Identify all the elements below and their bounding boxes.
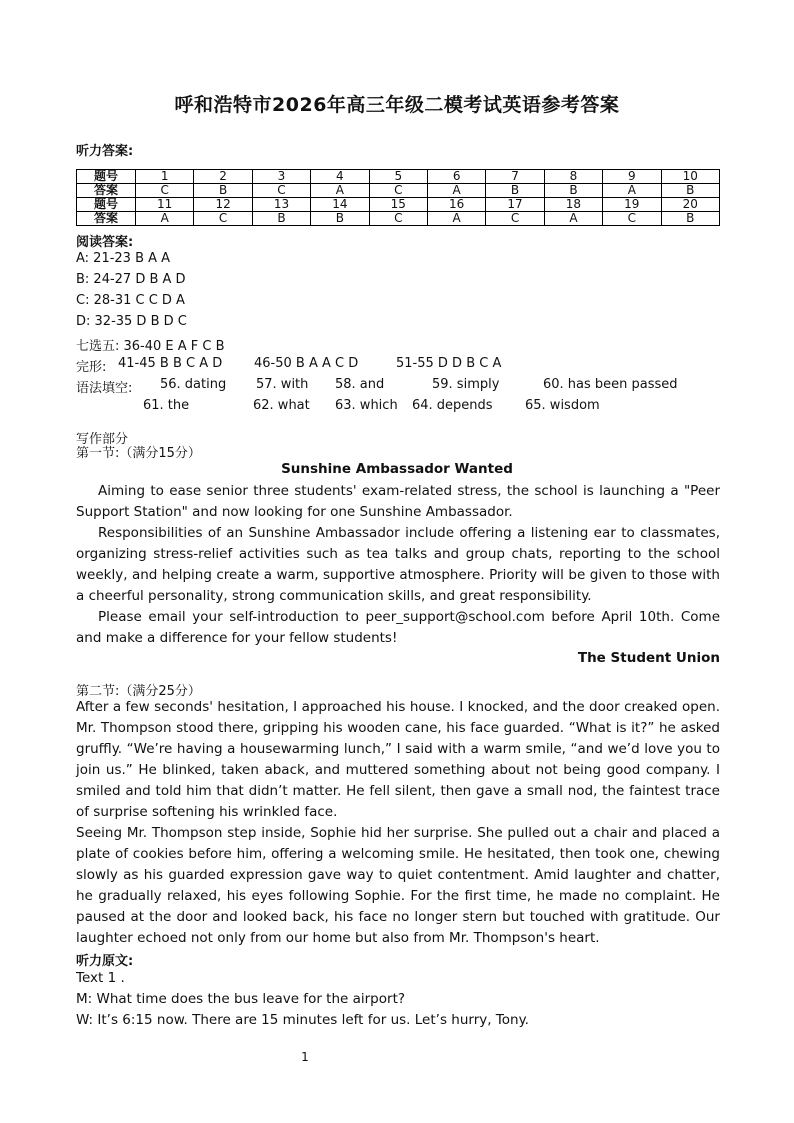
table-cell: C bbox=[252, 184, 310, 198]
grammar-answer: 64. depends bbox=[412, 398, 493, 413]
table-cell: 18 bbox=[544, 198, 602, 212]
table-header-cell: 题号 bbox=[77, 198, 136, 212]
cloze-answers: 41-45 B B C A D bbox=[118, 356, 223, 371]
table-cell: 19 bbox=[603, 198, 661, 212]
table-cell: 11 bbox=[136, 198, 194, 212]
grammar-answer: 58. and bbox=[335, 377, 385, 392]
grammar-fill-label: 语法填空: bbox=[76, 381, 133, 396]
table-cell: C bbox=[486, 212, 544, 226]
essay-paragraph: Please email your self-introduction to peer_support@school.com before April 10th. Come and make a difference for your fellow students! bbox=[76, 609, 720, 646]
table-cell: B bbox=[194, 184, 252, 198]
table-cell: 8 bbox=[544, 170, 602, 184]
reading-answer-line: A: 21-23 B A A bbox=[76, 251, 171, 266]
table-cell: 3 bbox=[252, 170, 310, 184]
grammar-answer: 56. dating bbox=[160, 377, 227, 392]
story-paragraph: After a few seconds' hesitation, I approached his house. I knocked, and the door creaked open. Mr. Thompson stood there, gripping his wooden cane, his face guarded. “What is it?” he asked gruffly. “We’re having a housewarming lunch,” I said with a warm smile, “and we’d love you to join us.” He blinked, taken aback, and muttered something about not being good company. I smiled and told him that didn’t matter. He fell silent, then gave a small nod, the faintest trace of surprise softening his wrinkled face. bbox=[76, 699, 720, 820]
table-cell: 10 bbox=[661, 170, 719, 184]
grammar-answer: 59. simply bbox=[432, 377, 500, 392]
reading-answer-line: C: 28-31 C C D A bbox=[76, 293, 185, 308]
table-cell: A bbox=[136, 212, 194, 226]
reading-answers-label: 阅读答案: bbox=[76, 235, 134, 250]
table-header-cell: 答案 bbox=[77, 212, 136, 226]
table-row bbox=[77, 184, 720, 198]
table-cell: B bbox=[544, 184, 602, 198]
essay-paragraph: Aiming to ease senior three students' exam-related stress, the school is launching a "Peer Support Station" and now looking for one Sunshine Ambassador. bbox=[76, 483, 720, 520]
section-two-label: 第二节:（满分25分） bbox=[76, 684, 201, 699]
table-cell: 13 bbox=[252, 198, 310, 212]
script-line: W: It’s 6:15 now. There are 15 minutes left for us. Let’s hurry, Tony. bbox=[76, 1012, 529, 1028]
listening-answer-table bbox=[76, 169, 720, 226]
table-cell: C bbox=[194, 212, 252, 226]
table-cell: C bbox=[369, 212, 427, 226]
table-cell: B bbox=[661, 212, 719, 226]
table-header-cell: 答案 bbox=[77, 184, 136, 198]
grammar-answer: 61. the bbox=[143, 398, 190, 413]
cloze-answers: 46-50 B A A C D bbox=[254, 356, 359, 371]
table-cell: 17 bbox=[486, 198, 544, 212]
table-cell: B bbox=[252, 212, 310, 226]
table-cell: 4 bbox=[311, 170, 369, 184]
table-cell: C bbox=[136, 184, 194, 198]
table-cell: A bbox=[311, 184, 369, 198]
grammar-answer: 60. has been passed bbox=[543, 377, 678, 392]
table-cell: 14 bbox=[311, 198, 369, 212]
table-row bbox=[77, 170, 720, 184]
table-cell: 15 bbox=[369, 198, 427, 212]
table-cell: C bbox=[369, 184, 427, 198]
reading-answer-line: B: 24-27 D B A D bbox=[76, 272, 186, 287]
listening-answers-label: 听力答案: bbox=[76, 144, 134, 159]
table-cell: A bbox=[427, 184, 485, 198]
table-cell: 7 bbox=[486, 170, 544, 184]
grammar-answer: 63. which bbox=[335, 398, 398, 413]
table-cell: 1 bbox=[136, 170, 194, 184]
table-cell: A bbox=[544, 212, 602, 226]
script-line: M: What time does the bus leave for the airport? bbox=[76, 991, 406, 1007]
table-cell: B bbox=[661, 184, 719, 198]
cloze-label: 完形: bbox=[76, 360, 107, 375]
table-header-cell: 题号 bbox=[77, 170, 136, 184]
page-number: 1 bbox=[301, 1050, 309, 1064]
reading-answer-line: D: 32-35 D B D C bbox=[76, 314, 187, 329]
table-cell: B bbox=[311, 212, 369, 226]
table-cell: 9 bbox=[603, 170, 661, 184]
table-cell: 2 bbox=[194, 170, 252, 184]
table-cell: A bbox=[603, 184, 661, 198]
table-cell: 12 bbox=[194, 198, 252, 212]
table-row bbox=[77, 198, 720, 212]
table-cell: 16 bbox=[427, 198, 485, 212]
script-line: Text 1 . bbox=[76, 970, 125, 986]
page-title: 呼和浩特市2026年高三年级二模考试英语参考答案 bbox=[174, 94, 620, 116]
table-cell: 20 bbox=[661, 198, 719, 212]
grammar-answer: 57. with bbox=[256, 377, 309, 392]
table-row bbox=[77, 212, 720, 226]
section-one-label: 第一节:（满分15分） bbox=[76, 446, 201, 461]
table-cell: C bbox=[603, 212, 661, 226]
essay-paragraph: Responsibilities of an Sunshine Ambassador include offering a listening ear to classmates, organizing stress-relief activities such as tea talks and group chats, reporting to the school weekly, and helping create a warm, supportive atmosphere. Priority will be given to those with a cheerful personality, strong communication skills, and great responsibility. bbox=[76, 525, 720, 604]
essay-title: Sunshine Ambassador Wanted bbox=[281, 461, 513, 477]
table-cell: 5 bbox=[369, 170, 427, 184]
cloze-answers: 51-55 D D B C A bbox=[396, 356, 502, 371]
story-paragraph: Seeing Mr. Thompson step inside, Sophie hid her surprise. She pulled out a chair and placed a plate of cookies before him, offering a welcoming smile. He hesitated, then took one, chewing slowly as his guarded expression gave way to quiet contentment. Amid laughter and chatter, he gradually relaxed, his eyes following Sophie. For the first time, he made no complaint. He paused at the door and looked back, his face no longer stern but touched with gratitude. Our laughter echoed not only from our home but also from Mr. Thompson's heart. bbox=[76, 825, 720, 946]
table-cell: 6 bbox=[427, 170, 485, 184]
table-cell: A bbox=[427, 212, 485, 226]
grammar-answer: 62. what bbox=[253, 398, 310, 413]
essay-signature: The Student Union bbox=[577, 650, 720, 666]
listening-script-label: 听力原文: bbox=[76, 954, 134, 969]
writing-section-label: 写作部分 bbox=[76, 432, 129, 447]
grammar-answer: 65. wisdom bbox=[525, 398, 600, 413]
seven-choose-five-line: 七选五: 36-40 E A F C B bbox=[76, 339, 225, 354]
table-cell: B bbox=[486, 184, 544, 198]
